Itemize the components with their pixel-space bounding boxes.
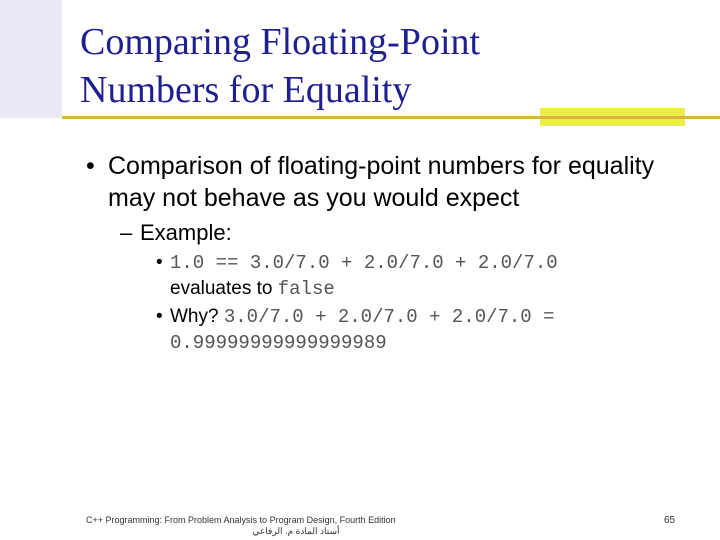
footer-arabic-text: أستاذ المادة م. الرفاعي xyxy=(252,526,340,536)
example-false: false xyxy=(277,278,335,300)
sub-bullet-example-text: Example: xyxy=(140,220,232,245)
why-code: 3.0/7.0 + 2.0/7.0 + 2.0/7.0 = xyxy=(223,306,555,328)
title-line-1: Comparing Floating-Point xyxy=(80,21,481,63)
footer-text: C++ Programming: From Problem Analysis to Program Design, Fourth Edition xyxy=(86,515,396,525)
why-label: Why? xyxy=(170,306,219,327)
bullet-dot-icon: • xyxy=(86,152,95,180)
bullet-small-icon: • xyxy=(156,252,163,273)
sub-sub-bullet-example xyxy=(156,250,706,302)
page-number: 65 xyxy=(664,515,676,526)
sub-sub-bullet-why xyxy=(156,304,706,356)
example-text: evaluates to xyxy=(170,278,278,299)
why-result: 0.99999999999999989 xyxy=(170,332,387,354)
left-decoration-bar xyxy=(0,0,62,118)
slide-title xyxy=(80,18,680,114)
slide-content xyxy=(86,150,706,356)
title-line-2: Numbers for Equality xyxy=(80,69,412,111)
bullet-comparison xyxy=(86,150,706,214)
bullet-comparison-text: Comparison of floating-point numbers for equality may not behave as you would expect xyxy=(108,152,655,212)
dash-icon: – xyxy=(120,220,133,245)
sub-bullet-example xyxy=(120,218,706,248)
bullet-small-icon: • xyxy=(156,306,163,327)
footer xyxy=(86,515,506,537)
title-underline xyxy=(62,116,720,119)
example-code: 1.0 == 3.0/7.0 + 2.0/7.0 + 2.0/7.0 xyxy=(170,252,558,274)
